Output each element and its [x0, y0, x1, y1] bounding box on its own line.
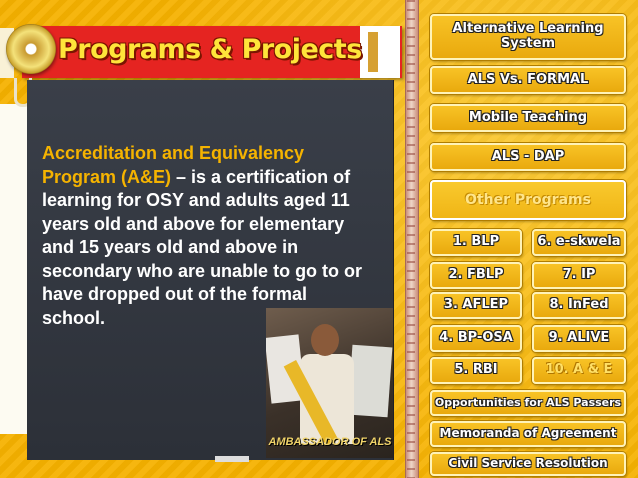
program-definition: – is a certification of learning for OSY and adults aged 11 years old and above for elementary and 15 years old and above in secondary who are unable to go to or have dropped out of the formal school.: [42, 166, 363, 328]
menu-alternative-learning-system[interactable]: Alternative Learning System: [430, 14, 626, 60]
program-blp[interactable]: 1. BLP: [430, 229, 522, 256]
cd-disc-icon: [6, 24, 56, 74]
program-ip[interactable]: 7. IP: [532, 262, 626, 289]
photo-caption: AMBASSADOR OF ALS: [268, 436, 392, 448]
program-a-and-e[interactable]: 10. A & E: [532, 357, 626, 384]
program-alive[interactable]: 9. ALIVE: [532, 325, 626, 352]
program-fblp[interactable]: 2. FBLP: [430, 262, 522, 289]
menu-mobile-teaching[interactable]: Mobile Teaching: [430, 104, 626, 132]
program-e-skwela[interactable]: 6. e-skwela: [532, 229, 626, 256]
program-infed[interactable]: 8. InFed: [532, 292, 626, 319]
title-banner-accent: [360, 26, 400, 78]
ribbon-stitching: [407, 0, 415, 478]
menu-opportunities-for-als-passers[interactable]: Opportunities for ALS Passers: [430, 390, 626, 416]
panel-grip: [215, 456, 249, 462]
certificate-right: [348, 345, 393, 418]
program-bp-osa[interactable]: 4. BP-OSA: [430, 325, 522, 352]
program-description: [42, 142, 367, 330]
menu-memoranda-of-agreement[interactable]: Memoranda of Agreement: [430, 421, 626, 447]
menu-als-dap[interactable]: ALS - DAP: [430, 143, 626, 171]
menu-other-programs[interactable]: Other Programs: [430, 180, 626, 220]
program-aflep[interactable]: 3. AFLEP: [430, 292, 522, 319]
program-rbi[interactable]: 5. RBI: [430, 357, 522, 384]
page-title: Programs & Projects: [58, 34, 362, 65]
program-name: Accreditation and Equivalency Program (A&E): [42, 143, 305, 187]
menu-als-vs-formal[interactable]: ALS Vs. FORMAL: [430, 66, 626, 94]
menu-civil-service-resolution[interactable]: Civil Service Resolution: [430, 452, 626, 476]
person-head: [311, 324, 339, 356]
